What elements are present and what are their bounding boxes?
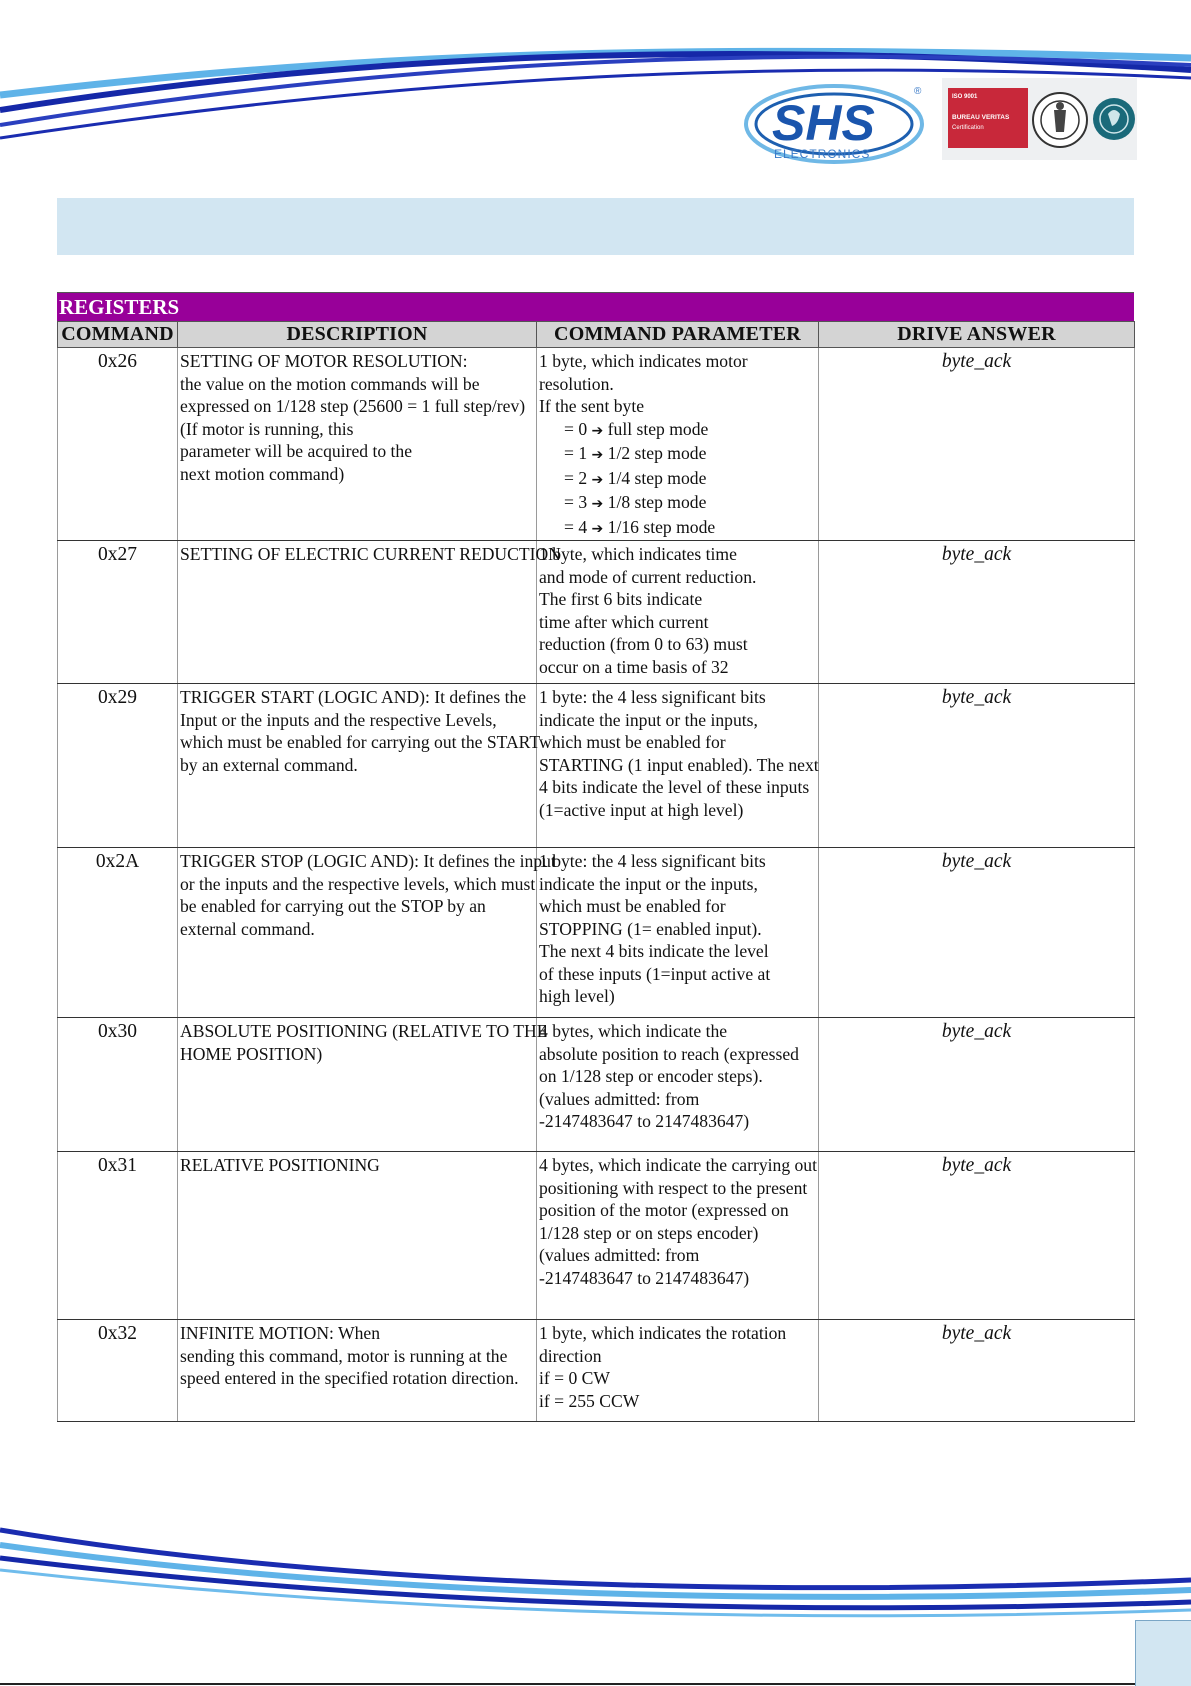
- description-cell: [178, 1018, 548, 1152]
- logo-subtitle-text: ELECTRONICS: [774, 147, 871, 161]
- title-band: [57, 198, 1134, 255]
- parameter-line: time after which current: [539, 611, 709, 632]
- description-line: the value on the motion commands will be: [180, 373, 480, 394]
- description-line: next motion command): [180, 463, 345, 484]
- step-mode-line: [539, 442, 818, 467]
- description-line: speed entered in the specified rotation direction.: [180, 1368, 519, 1388]
- registers-table: [57, 321, 1135, 1422]
- parameter-line: 1 byte, which indicates time: [539, 544, 737, 564]
- right-arrow-icon: ➔: [591, 496, 604, 512]
- parameter-line: STOPPING (1= enabled input).: [539, 918, 762, 939]
- mode-text: 1/2 step mode: [607, 443, 707, 463]
- certification-block: [942, 78, 1137, 160]
- parameter-line: (values admitted: from: [539, 1088, 700, 1109]
- description-line: expressed on 1/128 step (25600 = 1 full step/rev): [180, 396, 526, 416]
- section-title: REGISTERS: [57, 292, 1134, 321]
- mode-text: 1/8 step mode: [607, 492, 707, 512]
- command-cell: 0x2A: [58, 848, 178, 1018]
- table-row: [58, 348, 1135, 541]
- description-cell: [178, 348, 537, 541]
- parameter-line: 1 byte: the 4 less significant bits: [539, 687, 766, 707]
- parameter-clip: [539, 543, 818, 679]
- description-line: SETTING OF ELECTRIC CURRENT REDUCTION: [180, 544, 561, 564]
- right-arrow-icon: ➔: [591, 422, 604, 439]
- accredia-seal-icon: [1092, 86, 1136, 152]
- parameter-line: occur on a time basis of 32: [539, 656, 729, 677]
- right-arrow-icon: ➔: [591, 447, 604, 463]
- parameter-line: STARTING (1 input enabled). The next: [539, 754, 819, 775]
- description-line: be enabled for carrying out the STOP by an: [180, 896, 486, 916]
- description-cell: [178, 541, 561, 684]
- parameter-line: if = 0 CW: [539, 1368, 611, 1388]
- description-line: RELATIVE POSITIONING: [180, 1155, 380, 1175]
- drive-answer-cell: byte_ack: [819, 848, 1135, 1018]
- description-cell: [178, 1320, 537, 1422]
- table-row: [58, 684, 1135, 848]
- parameter-line: The next 4 bits indicate the level: [539, 941, 769, 961]
- parameter-line: 1 byte, which indicates the rotation: [539, 1323, 787, 1343]
- step-mode-line: [539, 467, 818, 492]
- description-line: ABSOLUTE POSITIONING (RELATIVE TO THE: [180, 1021, 548, 1041]
- logo-area: [742, 78, 1137, 178]
- parameter-line: 4 bits indicate the level of these inputs: [539, 777, 810, 797]
- table-row: [58, 1018, 1135, 1152]
- parameter-cell: [537, 684, 819, 848]
- mode-text: 1/16 step mode: [607, 516, 716, 537]
- header-drive-answer: DRIVE ANSWER: [819, 322, 1135, 348]
- step-mode-line: [539, 418, 818, 443]
- description-line: HOME POSITION): [180, 1043, 323, 1064]
- description-cell: [178, 684, 541, 848]
- table-row: [58, 848, 1135, 1018]
- header-command-parameter: COMMAND PARAMETER: [537, 322, 819, 348]
- parameter-cell: [537, 1152, 819, 1320]
- certification-label: Certification: [952, 125, 984, 131]
- logo-brand-text: SHS: [772, 95, 875, 151]
- table-row: [58, 1152, 1135, 1320]
- bureau-veritas-seal-icon: [1030, 84, 1090, 156]
- parameter-cell: [537, 848, 819, 1018]
- mode-text: full step mode: [607, 418, 709, 439]
- parameter-line: indicate the input or the inputs,: [539, 709, 758, 730]
- parameter-line: and mode of current reduction.: [539, 566, 757, 587]
- shs-logo: [742, 78, 932, 173]
- header-command: COMMAND: [58, 322, 178, 348]
- parameter-line: resolution.: [539, 373, 614, 394]
- description-line: which must be enabled for carrying out the START: [180, 732, 541, 752]
- parameter-line: which must be enabled for: [539, 732, 726, 752]
- parameter-line: 1/128 step or on steps encoder): [539, 1222, 759, 1243]
- command-cell: 0x32: [58, 1320, 178, 1422]
- registered-mark: ®: [914, 86, 922, 97]
- drive-answer-cell: byte_ack: [819, 541, 1135, 684]
- mode-value: = 2: [564, 467, 588, 488]
- parameter-line: if = 255 CCW: [539, 1390, 640, 1411]
- step-mode-line: [539, 516, 818, 541]
- parameter-line: 1 byte: the 4 less significant bits: [539, 851, 766, 871]
- parameter-line: on 1/128 step or encoder steps).: [539, 1066, 763, 1086]
- mode-value: = 3: [564, 492, 588, 512]
- description-line: sending this command, motor is running at the: [180, 1345, 508, 1366]
- drive-answer-cell: byte_ack: [819, 1320, 1135, 1422]
- parameter-line: -2147483647 to 2147483647): [539, 1111, 750, 1131]
- description-line: or the inputs and the respective levels, which must: [180, 873, 536, 894]
- mode-value: = 0: [564, 418, 588, 439]
- parameter-line: of these inputs (1=input active at: [539, 963, 771, 984]
- description-line: by an external command.: [180, 754, 358, 775]
- description-line: TRIGGER STOP (LOGIC AND): It defines the input: [180, 851, 556, 871]
- parameter-line: indicate the input or the inputs,: [539, 873, 758, 894]
- description-line: (If motor is running, this: [180, 418, 354, 439]
- description-cell: [178, 1152, 537, 1320]
- bureau-veritas-label: BUREAU VERITAS: [952, 114, 1010, 121]
- description-line: Input or the inputs and the respective Levels,: [180, 709, 497, 730]
- drive-answer-cell: byte_ack: [819, 1018, 1135, 1152]
- mode-value: = 4: [564, 516, 588, 537]
- command-cell: 0x27: [58, 541, 178, 684]
- parameter-cell: [537, 541, 819, 684]
- table-header-row: [58, 322, 1135, 348]
- parameter-line: which must be enabled for: [539, 896, 726, 916]
- command-cell: 0x29: [58, 684, 178, 848]
- parameter-line: absolute position to reach (expressed: [539, 1043, 799, 1064]
- command-cell: 0x30: [58, 1018, 178, 1152]
- parameter-cell: [537, 348, 819, 541]
- parameter-line: position of the motor (expressed on: [539, 1200, 789, 1220]
- description-line: SETTING OF MOTOR RESOLUTION:: [180, 351, 468, 371]
- parameter-line: If the sent byte: [539, 396, 645, 416]
- parameter-cell: [537, 1320, 819, 1422]
- drive-answer-cell: byte_ack: [819, 348, 1135, 541]
- bottom-swoosh-decoration: [0, 1510, 1191, 1630]
- mode-text: 1/4 step mode: [607, 467, 707, 488]
- parameter-line: 4 bytes, which indicate the: [539, 1021, 728, 1041]
- drive-answer-cell: byte_ack: [819, 684, 1135, 848]
- parameter-line: high level): [539, 986, 615, 1006]
- table-row: [58, 1320, 1135, 1422]
- right-arrow-icon: ➔: [591, 471, 604, 488]
- description-cell: [178, 848, 556, 1018]
- parameter-cell: [537, 1018, 819, 1152]
- right-arrow-icon: ➔: [591, 520, 604, 537]
- iso-certification-badge: [948, 88, 1028, 148]
- parameter-line: positioning with respect to the present: [539, 1177, 808, 1198]
- iso-label: ISO 9001: [952, 94, 978, 100]
- command-cell: 0x31: [58, 1152, 178, 1320]
- drive-answer-cell: byte_ack: [819, 1152, 1135, 1320]
- description-line: external command.: [180, 918, 315, 939]
- parameter-line: (values admitted: from: [539, 1245, 700, 1265]
- parameter-line: direction: [539, 1345, 602, 1366]
- description-line: INFINITE MOTION: When: [180, 1323, 381, 1343]
- parameter-line: (1=active input at high level): [539, 799, 744, 820]
- header-description: DESCRIPTION: [178, 322, 537, 348]
- command-cell: 0x26: [58, 348, 178, 541]
- table-row: [58, 541, 1135, 684]
- parameter-line: 1 byte, which indicates motor: [539, 351, 748, 371]
- parameter-line: The first 6 bits indicate: [539, 589, 703, 609]
- registers-section: [57, 292, 1134, 1422]
- mode-value: = 1: [564, 443, 588, 463]
- description-line: TRIGGER START (LOGIC AND): It defines the: [180, 687, 527, 707]
- page-number-box: [1135, 1620, 1191, 1686]
- description-line: parameter will be acquired to the: [180, 441, 413, 461]
- parameter-line: reduction (from 0 to 63) must: [539, 634, 748, 654]
- parameter-line: 4 bytes, which indicate the carrying out: [539, 1155, 817, 1175]
- parameter-line: -2147483647 to 2147483647): [539, 1267, 750, 1288]
- step-mode-line: [539, 491, 818, 516]
